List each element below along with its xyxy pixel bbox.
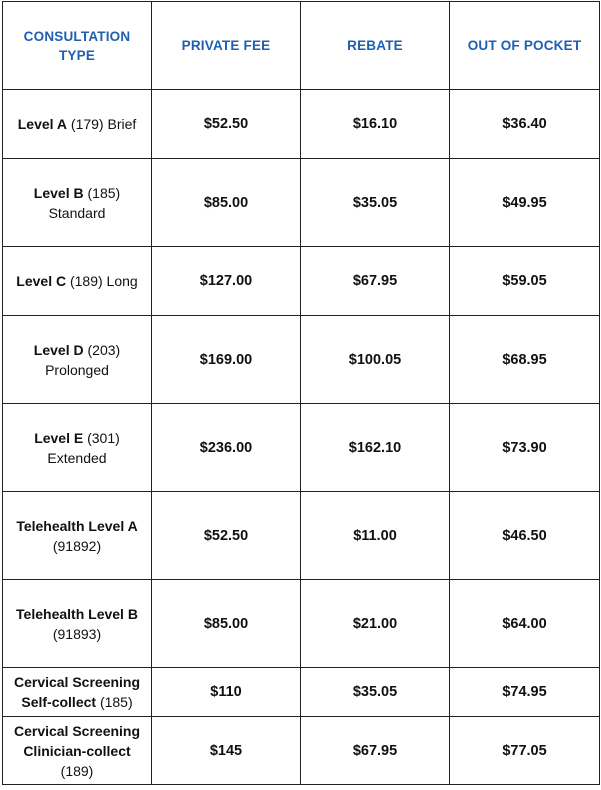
private-fee-cell: $85.00 [152,580,301,668]
consultation-type-cell [3,247,152,316]
rebate-cell: $11.00 [301,492,450,580]
consultation-type-detail: (91892) [52,537,102,554]
rebate-cell: $21.00 [301,580,450,668]
table-row [3,404,600,492]
out-of-pocket-cell: $64.00 [450,580,600,668]
consultation-type-name: Telehealth Level B [16,605,138,622]
consultation-fee-table [2,1,600,785]
private-fee-cell: $127.00 [152,247,301,316]
consultation-type-name: Level B [33,184,84,201]
private-fee-cell: $145 [152,717,301,785]
private-fee-cell: $236.00 [152,404,301,492]
header-private-fee: PRIVATE FEE [152,2,301,90]
rebate-cell: $67.95 [301,717,450,785]
consultation-type-name: Cervical Screening Clinician-collect [13,722,141,759]
consultation-type-name: Level C [16,273,67,289]
private-fee-cell: $169.00 [152,316,301,404]
out-of-pocket-cell: $73.90 [450,404,600,492]
consultation-type-cell [3,90,152,159]
out-of-pocket-cell: $77.05 [450,717,600,785]
consultation-type-detail: (189) Long [66,273,138,289]
consultation-type-detail: (189) [60,762,94,779]
consultation-type-cell [3,668,152,717]
private-fee-cell: $85.00 [152,159,301,247]
consultation-type-cell [3,316,152,404]
consultation-type-cell [3,492,152,580]
consultation-type-name: Level A [17,116,68,132]
out-of-pocket-cell: $36.40 [450,90,600,159]
out-of-pocket-cell: $68.95 [450,316,600,404]
private-fee-cell: $110 [152,668,301,717]
out-of-pocket-cell: $46.50 [450,492,600,580]
rebate-cell: $67.95 [301,247,450,316]
private-fee-cell: $52.50 [152,492,301,580]
table-row [3,159,600,247]
rebate-cell: $35.05 [301,668,450,717]
consultation-type-name: Cervical Screening Self-collect [13,674,141,710]
header-consultation-type: CONSULTATION TYPE [3,2,152,90]
consultation-type-detail: (185) [96,694,133,710]
header-out-of-pocket: OUT OF POCKET [450,2,600,90]
table-row [3,316,600,404]
consultation-type-detail: (203) Prolonged [45,341,121,378]
table-row [3,492,600,580]
private-fee-cell: $52.50 [152,90,301,159]
table-row [3,90,600,159]
header-rebate: REBATE [301,2,450,90]
consultation-type-cell [3,580,152,668]
table-row [3,580,600,668]
consultation-type-name: Level E [34,429,84,446]
rebate-cell: $162.10 [301,404,450,492]
table-header-row [3,2,600,90]
consultation-type-name: Level D [33,341,84,358]
rebate-cell: $35.05 [301,159,450,247]
rebate-cell: $100.05 [301,316,450,404]
consultation-type-cell [3,159,152,247]
consultation-type-detail: (301) Extended [47,429,120,466]
consultation-type-detail: (179) Brief [67,116,137,132]
consultation-type-detail: (185) Standard [48,184,121,221]
consultation-type-cell [3,404,152,492]
consultation-type-detail: (91893) [52,625,102,642]
consultation-type-cell [3,717,152,785]
consultation-type-name: Telehealth Level A [16,517,138,534]
table-row [3,717,600,785]
out-of-pocket-cell: $74.95 [450,668,600,717]
table-row [3,668,600,717]
rebate-cell: $16.10 [301,90,450,159]
out-of-pocket-cell: $49.95 [450,159,600,247]
table-row [3,247,600,316]
out-of-pocket-cell: $59.05 [450,247,600,316]
